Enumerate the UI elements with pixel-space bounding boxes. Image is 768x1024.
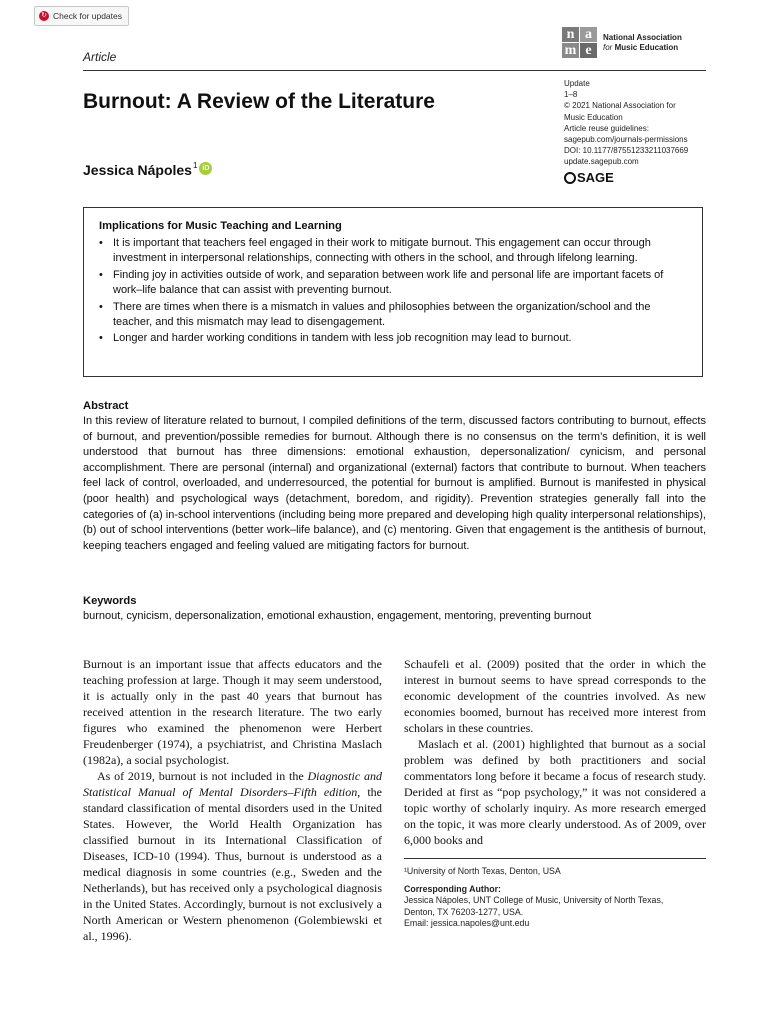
abstract-heading: Abstract <box>83 400 129 412</box>
corresponding-author-email[interactable]: Email: jessica.napoles@unt.edu <box>404 917 530 928</box>
meta-doi[interactable]: DOI: 10.1177/87551233211037669 <box>564 146 689 156</box>
meta-journal-url[interactable]: update.sagepub.com <box>564 157 639 167</box>
meta-copyright-holder: Music Education <box>564 112 623 122</box>
implication-item: • Longer and harder working conditions in tandem with less job recognition may lead to burnout. <box>98 331 688 346</box>
meta-copyright: © 2021 National Association for <box>564 101 676 111</box>
logo-letter-m: m <box>562 43 579 58</box>
corresponding-author-heading: Corresponding Author: <box>404 884 501 895</box>
body-paragraph: Maslach et al. (2001) highlighted that burnout as a social problem was defined by both practitioners and social commentators long before it became a focus of research study. Derided at first as “pop psychology,” it was not considered a topic worthy of scholarly inquiry. As more research emerged on the topic, it was more clearly understood. As of 2009, over 6,000 books and <box>404 737 706 847</box>
implications-box <box>83 207 703 377</box>
updates-icon: ↻ <box>39 11 49 21</box>
meta-journal: Update <box>564 79 590 88</box>
body-paragraph: As of 2019, burnout is not included in the Diagnostic and Statistical Manual of Mental Disorders–Fifth edition, the standard classification of mental disorders used in the United States. However, the World Health Organization has classified burnout in its International Classification of Diseases, ICD-10 (1994). Thus, burnout is understood as a medical diagnosis in some countries (e.g., Sweden and the Netherlands), but has received only a psychological diagnosis in the United States. Accordingly, burnout is not exclusively a North American or Western phenomenon (Golembiewski et al., 1996). <box>83 769 383 943</box>
corresponding-author-line: Jessica Nápoles, UNT College of Music, University of North Texas, <box>404 895 664 906</box>
logo-letter-n: n <box>562 27 579 42</box>
author-name: Jessica Nápoles <box>83 162 192 178</box>
implication-item: • There are times when there is a mismatch in values and philosophies between the organization/school and the teacher, and this mismatch may lead to disengagement. <box>98 300 688 331</box>
implications-list <box>98 236 688 347</box>
publisher-name-line1: National Association <box>603 32 682 42</box>
paper-title: Burnout: A Review of the Literature <box>83 90 435 113</box>
publisher-name <box>603 33 682 53</box>
check-for-updates-label: Check for updates <box>53 11 122 21</box>
sage-ring-icon <box>564 172 576 184</box>
affiliation-footnote: ¹University of North Texas, Denton, USA <box>404 866 561 876</box>
sage-logo-text: SAGE <box>577 170 614 185</box>
article-type-label: Article <box>83 50 117 64</box>
check-for-updates-button[interactable] <box>34 6 129 26</box>
keywords-section <box>83 594 706 624</box>
logo-letter-a: a <box>580 27 597 42</box>
affiliation-mark: 1 <box>192 161 198 170</box>
body-paragraph: Schaufeli et al. (2009) posited that the order in which the interest in burnout seems to have spread corresponds to the economic development of the countries involved. As new economies boomed, burnout has received more interest from scholars in these countries. <box>404 657 706 735</box>
meta-pages: 1–8 <box>564 90 578 100</box>
footnotes <box>404 866 706 929</box>
meta-reuse-link[interactable]: sagepub.com/journals-permissions <box>564 135 688 145</box>
keywords-heading: Keywords <box>83 595 137 607</box>
logo-letter-e: e <box>580 43 597 58</box>
orcid-icon[interactable]: iD <box>199 162 212 175</box>
abstract-text: In this review of literature related to burnout, I compiled definitions of the term, discussed factors contributing to burnout, effects of burnout, and prevention/possible remedies for burnout. Although there is no consensus on the term’s definition, it is well understood that burnout has three dimensions: emotional exhaustion, depersonalization/ cynicism, and personal accomplishment. There are personal (internal) and organizational (external) factors that contribute to burnout. When teachers feel lack of control, overloaded, and underresourced, the potential for burnout is amplified. Burnout is manifested in physical (poor health) and psychological ways (detachment, boredom, and rigidity). Prevention strategies generally fall into the categories of (a) in-school interventions (including being more prepared and developing high quality interpersonal relationships), (b) out of school interventions (better work–life balance), and (c) mentoring. Given that engagement is the antithesis of burnout, keeping teachers engaged and feeling valued are mitigating factors for burnout. <box>83 415 706 552</box>
journal-meta <box>564 78 724 168</box>
abstract-section <box>83 399 706 554</box>
publisher-logo <box>562 27 682 58</box>
implication-item: • It is important that teachers feel engaged in their work to mitigate burnout. This engagement can occur through investment in interpersonal relationships, connecting with others in the school, and through lifelong learning. <box>98 236 688 267</box>
implication-item: • Finding joy in activities outside of work, and separation between work life and personal life are important facets of work–life balance that can assist with preventing burnout. <box>98 268 688 299</box>
corresponding-author-line: Denton, TX 76203-1277, USA. <box>404 906 524 917</box>
body-column-left <box>83 656 382 944</box>
implications-heading: Implications for Music Teaching and Learning <box>99 220 342 232</box>
nafme-logo-icon <box>562 27 597 58</box>
body-paragraph: Burnout is an important issue that affects educators and the teaching profession at large. Though it may seem understood, it is actually only in the past 40 years that burnout has received attention in the research literature. The two early figures who examined the phenomenon were Herbert Freudenberger (1974), a psychiatrist, and Christina Maslach (1982a), a social psychologist. <box>83 657 382 767</box>
header-divider <box>83 70 706 71</box>
author-line <box>83 162 212 178</box>
meta-reuse-label: Article reuse guidelines: <box>564 123 649 133</box>
body-column-right <box>404 656 706 848</box>
keywords-text: burnout, cynicism, depersonalization, emotional exhaustion, engagement, mentoring, preventing burnout <box>83 610 592 622</box>
footnote-divider <box>404 858 706 859</box>
publisher-name-line2: for Music Education <box>603 42 679 52</box>
sage-logo <box>564 170 614 185</box>
